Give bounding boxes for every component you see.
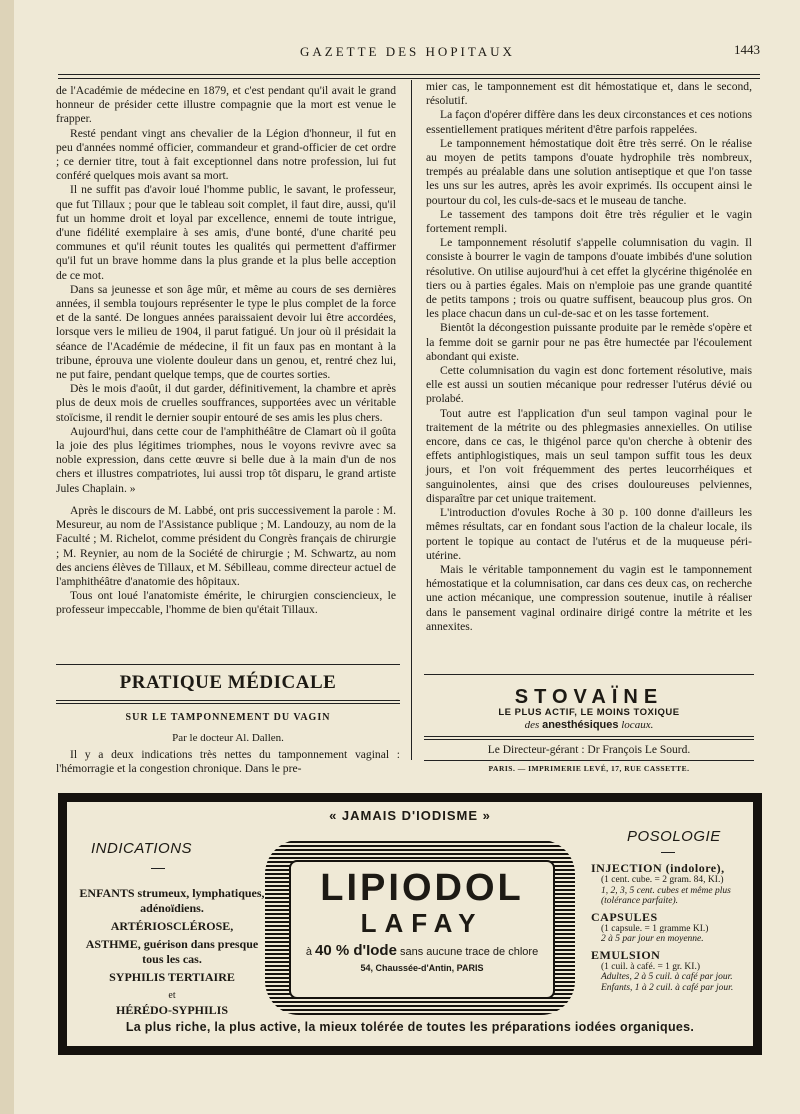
- ad-tagline: La plus riche, la plus active, la mieux tolérée de toutes les préparations iodées organiques.: [125, 1020, 695, 1034]
- paragraph: Le tamponnement hémostatique doit être très serré. On le réalise au moyen de petits tampons d'ouate hydrophile très nombreux, trempés au préalable dans une solution antiseptique et que l'on tasse les uns sur les autres, après les avoir exprimés. Ils occupent ainsi le pourtour du col, les culs-de-sacs et le museau de tanche.: [426, 136, 752, 207]
- brand-name: LIPIODOL: [320, 867, 524, 909]
- section-rule: [56, 664, 400, 665]
- page-header: [60, 40, 760, 64]
- divider: [151, 868, 165, 869]
- stovaine-subline-bold: anesthésiques: [542, 719, 619, 731]
- paragraph: Mais le véritable tamponnement du vagin est le tamponnement hémostatique et la columnisation, car dans ces deux cas, on recherche une action mécanique, une compression soutenue, inutile à réaliser dans le pansement vaginal ordinaire dirigé contre la métrite et les annexites.: [426, 562, 752, 633]
- page-margin: [0, 0, 14, 1114]
- dosage-detail: Enfants, 1 à 2 cuil. à café par jour.: [601, 982, 734, 993]
- dosage-heading: INJECTION (indolore),: [591, 861, 725, 875]
- article-subtitle: SUR LE TAMPONNEMENT DU VAGIN: [125, 712, 331, 723]
- dosage-heading: EMULSION: [591, 947, 661, 962]
- article-author: Par le docteur Al. Dallen.: [172, 732, 284, 744]
- indication-item: ARTÉRIOSCLÉROSE,: [110, 919, 234, 933]
- paragraph: L'introduction d'ovules Roche à 30 p. 100 donne d'ailleurs les mêmes résultats, car en fondant sous l'action de la chaleur locale, ils portent le topique au contact de l'utérus et de la muqueuse péri-utérine.: [426, 506, 752, 562]
- journal-title: GAZETTE DES HOPITAUX: [300, 44, 515, 59]
- indications-list: [77, 886, 267, 1021]
- stovaine-ad-title: STOVAÏNE: [514, 686, 664, 708]
- footer-rule: [424, 760, 754, 761]
- brand-maker: LAFAY: [360, 908, 484, 938]
- printer-line: PARIS. — IMPRIMERIE LEVÉ, 17, RUE CASSETTE.: [488, 764, 690, 773]
- indication-item: HÉRÉDO-SYPHILIS: [115, 1003, 229, 1017]
- paragraph: Tout autre est l'application d'un seul tampon vaginal pour le traitement de la métrite ou des phlegmasies annexielles. On utilise encore, dans ce cas, le thigénol parce qu'on cherche à obtenir des effets antiphlogistiques, mais un seul tampon suffit tous les deux jours, et l'on voit fréquemment des pertes leucorrhéiques et sanguinolentes, ainsi que des crises douloureuses pelviennes, disparaître par cet unique traitement.: [426, 406, 752, 505]
- dosage-detail: (1 cent. cube. = 2 gram. 84, KI.): [601, 875, 724, 885]
- article-intro: [56, 748, 400, 776]
- column-divider: [411, 80, 412, 760]
- right-column: [426, 80, 752, 634]
- section-title: PRATIQUE MÉDICALE: [119, 672, 337, 693]
- section-rule: [56, 703, 400, 704]
- iodine-post: sans aucune trace de chlore: [399, 946, 539, 958]
- indication-item: et: [168, 990, 176, 1001]
- paragraph: Le tamponnement résolutif s'appelle columnisation du vagin. Il consiste à bourrer le vagin de tampons d'ouate imbibés d'une solution résolutive. On utilise aujourd'hui à cet effet la glycérine thigénolée en tiers ou à parties égales. Mais on n'emploie pas une grande quantité de petits tampons ; trois ou quatre suffisent, beaucoup plus gros. On les place chacun dans un cul-de-sac et on les tasse fortement.: [426, 236, 752, 321]
- ad-slogan: « JAMAIS D'IODISME »: [329, 808, 491, 823]
- indication-item: ASTHME, guérison dans presque tous les cas.: [85, 937, 259, 966]
- indication-item: SYPHILIS TERTIAIRE: [109, 970, 235, 984]
- paragraph: Dans sa jeunesse et son âge mûr, et même au cours de ses dernières années, il sembla toujours représenter le type le plus complet de la force et de la santé. De longues années paraissaient devoir lui être accordées, lorsque vers le milieu de 1904, il parut fatigué. Un jour où il présidait la séance de l'Académie de médecine, il fit un faux pas en montant à la tribune, éprouva une violente douleur dans un genou, et, rentré chez lui, ne put faire, pendant quelque temps, que de courtes sorties.: [56, 282, 396, 382]
- paragraph: La façon d'opérer diffère dans les deux circonstances et ces notions essentiellement pratiques méritent d'être parfois rappelées.: [426, 108, 752, 136]
- paragraph: Il ne suffit pas d'avoir loué l'homme public, le savant, le professeur, que fut Tillaux ; pour que le tableau soit complet, il faut dire, aussi, qu'il fut un homme droit et loyal par excellence, ennemi de toute intrigue, d'une fidélité exemplaire à ses amis, d'une bonté, d'une charité peu communes et qu'il réunit toutes les qualités qui permettent d'affirmer qu'il fut un brave homme dans la plus grande et la plus belle acception de ce mot.: [56, 183, 396, 282]
- page-number: 1443: [734, 42, 760, 57]
- paragraph: mier cas, le tamponnement est dit hémostatique et, dans le second, résolutif.: [426, 80, 752, 108]
- maker-address: 54, Chaussée-d'Antin, PARIS: [360, 963, 484, 973]
- dosage-detail: Adultes, 2 à 5 cuil. à café par jour.: [601, 972, 733, 982]
- director-line: Le Directeur-gérant : Dr François Le Sourd.: [487, 744, 691, 756]
- stovaine-subline-post: locaux.: [621, 719, 654, 731]
- stovaine-subline-pre: des: [524, 719, 540, 731]
- paragraph: Après le discours de M. Labbé, ont pris successivement la parole : M. Mesureur, au nom de l'Assistance publique ; M. Landouzy, au nom de la Faculté ; M. Richelot, comme président du Congrès français de chirurgie ; M. Reynier, au nom de la Société de chirurgie ; M. Schwartz, au nom des anciens élèves de Tillaux, et M. Sébilleau, comme directeur actuel de l'amphithéâtre d'anatomie des hôpitaux.: [56, 503, 396, 588]
- iodine-percent: 40 % d'Iode: [315, 942, 397, 959]
- dosage-heading: CAPSULES: [591, 909, 658, 924]
- ad-frame: [66, 801, 754, 1047]
- iodine-content: [291, 942, 553, 959]
- paragraph: Resté pendant vingt ans chevalier de la Légion d'honneur, il fut en peu d'années nommé officier, commandeur et grand-officier de cet ordre ; ce dernier titre, tout à fait exceptionnel dans notre profession, lui fut conféré quelques mois avant sa mort.: [56, 126, 396, 183]
- paragraph: Il y a deux indications très nettes du tamponnement vaginal : l'hémorragie et la congestion chronique. Dans le pre-: [56, 748, 400, 776]
- divider: [661, 852, 675, 853]
- dosage-detail: (1 capsule. = 1 gramme KI.): [601, 923, 709, 934]
- stovaine-tagline: LE PLUS ACTIF, LE MOINS TOXIQUE: [498, 707, 680, 718]
- footer-rule: [424, 739, 754, 740]
- paragraph: Le tassement des tampons doit être très régulier et le vagin fortement rempli.: [426, 207, 752, 236]
- posologie-list: [591, 862, 753, 997]
- dosage-detail: (1 cuil. à café. = 1 gr. KI.): [601, 961, 700, 972]
- footer-rule: [424, 736, 754, 737]
- paragraph: Cette columnisation du vagin est donc fortement résolutive, mais elle est aussi un soutien mécanique pour redresser l'utérus dévié ou prolabé.: [426, 364, 752, 406]
- dosage-detail: 1, 2, 3, 5 cent. cubes et même plus (tolérance parfaite).: [601, 885, 731, 906]
- indication-item: ENFANTS strumeux, lymphatiques, adénoïdiens.: [79, 886, 265, 915]
- paragraph: Tous ont loué l'anatomiste émérite, le chirurgien consciencieux, le professeur impeccable, l'homme de bien qu'était Tillaux.: [56, 589, 396, 617]
- stovaine-subline: [424, 719, 754, 731]
- header-rule: [58, 74, 760, 75]
- iodine-pre: à: [305, 946, 312, 958]
- lipiodol-advertisement: [58, 793, 762, 1055]
- posologie-title: POSOLOGIE: [627, 828, 721, 845]
- section-rule: [56, 700, 400, 701]
- dosage-detail: 2 à 5 par jour en moyenne.: [601, 934, 704, 944]
- section-rule: [424, 674, 754, 675]
- indications-title: INDICATIONS: [91, 840, 193, 857]
- paragraph: Bientôt la décongestion puissante produite par le remède s'opère et la femme doit se garnir pour ne pas être humectée par l'écoulement abondant qui existe.: [426, 321, 752, 363]
- paragraph: Aujourd'hui, dans cette cour de l'amphithéâtre de Clamart où il goûta la joie des plus légitimes triomphes, nous le voyons revivre avec sa noble expression, dans cette œuvre si belle due à la main d'un de nos chers et illustres compatriotes, lui aussi trop tôt disparu, le grand artiste Jules Chaplain. »: [56, 424, 396, 495]
- header-rule: [58, 78, 760, 79]
- paragraph: Dès le mois d'août, il dut garder, définitivement, la chambre et après plus de deux mois de cruelles souffrances, supportées avec un véritable stoïcisme, il rendit le dernier soupir entouré de ses amis les plus chers.: [56, 382, 396, 424]
- left-column: [56, 84, 396, 618]
- paragraph: de l'Académie de médecine en 1879, et c'est pendant qu'il avait le grand honneur de présider cette illustre compagnie que la mort est venue le frapper.: [56, 84, 396, 126]
- bottle-label: [289, 860, 555, 999]
